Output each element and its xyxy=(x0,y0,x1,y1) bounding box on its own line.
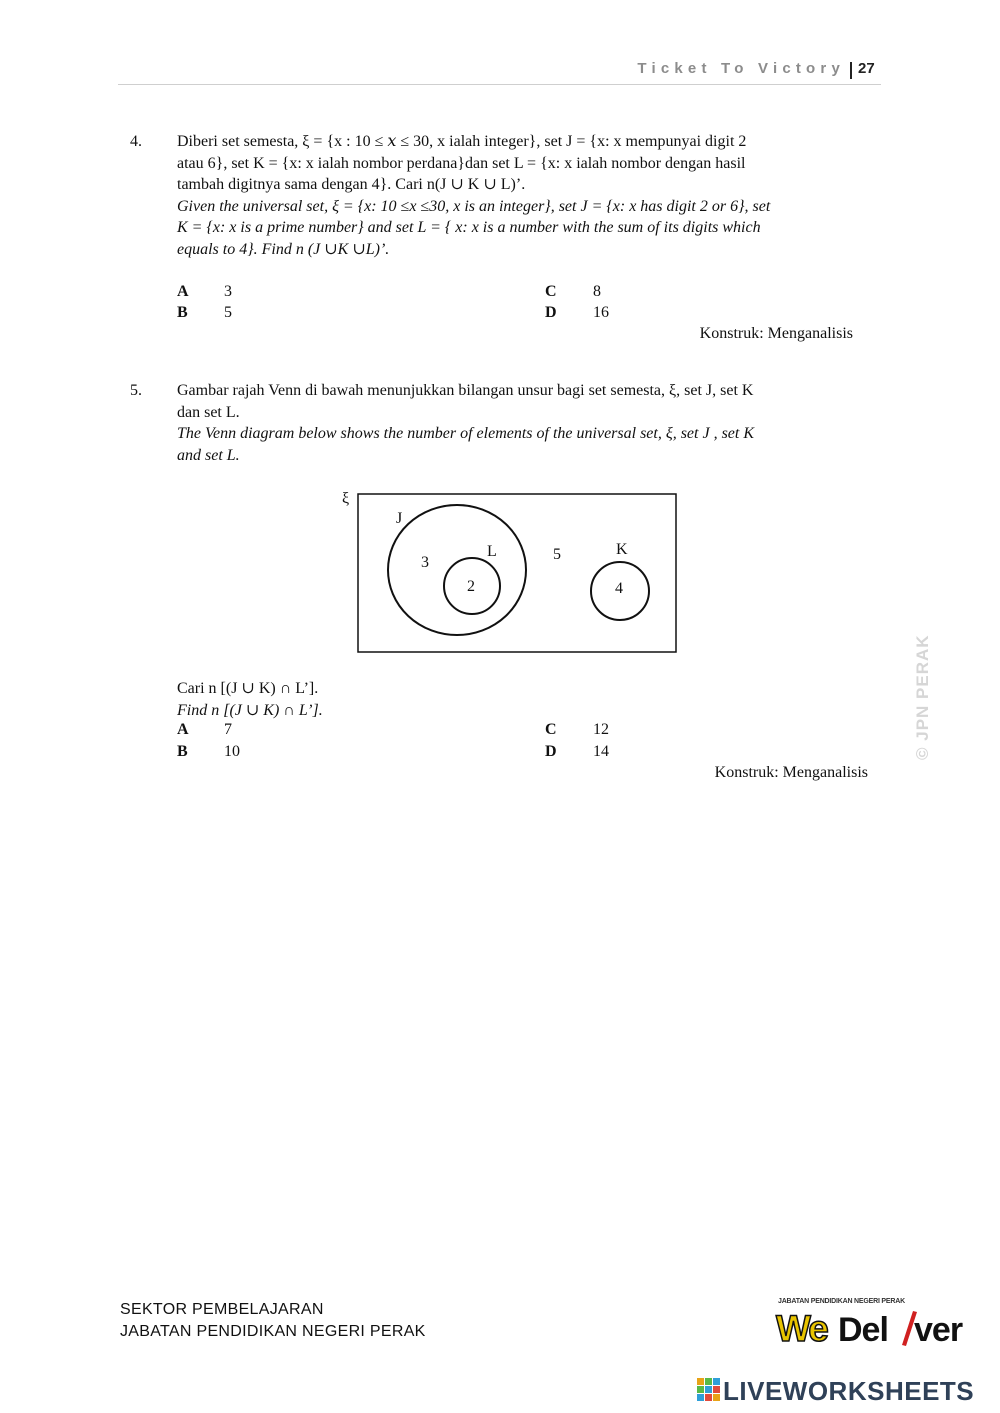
page-number: 27 xyxy=(858,60,875,77)
region-k-value: 4 xyxy=(615,580,623,597)
q5-option-c-value: 12 xyxy=(593,721,609,738)
venn-diagram xyxy=(335,482,680,657)
q4-english-line2: K = {x: x is a prime number} and set L = { x: x is a number with the sum of its digits which xyxy=(177,219,761,236)
q5-malay-line1: Gambar rajah Venn di bawah menunjukkan bilangan unsur bagi set semesta, ξ, set J, set K xyxy=(177,382,754,399)
universal-set-rectangle xyxy=(358,494,676,652)
q5-number: 5. xyxy=(130,382,142,399)
header-title: Ticket To Victory xyxy=(637,60,845,77)
set-j-label: J xyxy=(396,510,403,527)
region-j-only-value: 3 xyxy=(421,554,429,571)
q4-option-b-letter: B xyxy=(177,304,188,321)
q4-option-a-value: 3 xyxy=(224,283,232,300)
watermark: © JPN PERAK xyxy=(913,634,932,760)
universal-set-symbol: ξ xyxy=(342,490,350,507)
q5-english-line1: The Venn diagram below shows the number of elements of the universal set, ξ, set J , set K xyxy=(177,425,755,442)
logo-caption: JABATAN PENDIDIKAN NEGERI PERAK xyxy=(778,1298,905,1305)
q4-option-a-letter: A xyxy=(177,283,189,300)
header-rule xyxy=(118,84,881,85)
we-deliver-logo xyxy=(776,1305,963,1349)
svg-text:We: We xyxy=(776,1308,827,1349)
region-outside-value: 5 xyxy=(553,546,561,563)
q4-malay-line1: Diberi set semesta, ξ = {x : 10 ≤ 𝑥 ≤ 30, x ialah integer}, set J = {x: x mempunyai digit 2 xyxy=(177,133,747,150)
liveworksheets-icon xyxy=(697,1378,721,1402)
svg-text:ver: ver xyxy=(914,1311,963,1349)
footer-text xyxy=(120,1299,426,1343)
svg-text:Del: Del xyxy=(838,1311,888,1349)
liveworksheets-wordmark[interactable]: LIVEWORKSHEETS xyxy=(723,1376,975,1406)
q5-option-b-letter: B xyxy=(177,743,188,760)
q4-text xyxy=(177,131,867,260)
q4-option-c-letter: C xyxy=(545,283,557,300)
q4-english-line1: Given the universal set, ξ = {x: 10 ≤x ≤30, x is an integer}, set J = {x: x has digit 2 or 6}, set xyxy=(177,197,771,215)
q5-option-d-letter: D xyxy=(545,743,557,760)
q4-option-d-letter: D xyxy=(545,304,557,321)
q4-malay-line3: tambah digitnya sama dengan 4}. Cari n(J ∪ K ∪ L)’. xyxy=(177,176,526,193)
q4-english-line3: equals to 4}. Find n (J ∪K ∪L)’. xyxy=(177,240,390,258)
q5-option-a-value: 7 xyxy=(224,721,232,738)
set-k-label: K xyxy=(616,541,628,558)
footer-line2: JABATAN PENDIDIKAN NEGERI PERAK xyxy=(120,1323,426,1340)
q5-text xyxy=(177,380,867,466)
q5-question-malay: Cari n [(J ∪ K) ∩ L’]. xyxy=(177,680,319,697)
q5-construct: Konstruk: Menganalisis xyxy=(714,764,868,781)
set-l-label: L xyxy=(487,543,497,560)
region-l-value: 2 xyxy=(467,578,475,595)
q4-construct: Konstruk: Menganalisis xyxy=(699,325,853,342)
q5-english-line2: and set L. xyxy=(177,446,240,464)
q5-option-c-letter: C xyxy=(545,721,557,738)
header-divider xyxy=(850,62,852,79)
q4-option-b-value: 5 xyxy=(224,304,232,321)
q5-option-a-letter: A xyxy=(177,721,189,738)
q5-question xyxy=(177,678,867,721)
set-j-circle xyxy=(388,505,526,635)
q4-malay-line2: atau 6}, set K = {x: x ialah nombor perdana}dan set L = {x: x ialah nombor dengan hasil xyxy=(177,154,746,172)
q5-malay-line2: dan set L. xyxy=(177,403,240,421)
q5-option-d-value: 14 xyxy=(593,743,609,760)
q5-question-english: Find n [(J ∪ K) ∩ L’]. xyxy=(177,701,323,719)
q5-option-b-value: 10 xyxy=(224,743,240,760)
q4-option-c-value: 8 xyxy=(593,283,601,300)
footer-line1: SEKTOR PEMBELAJARAN xyxy=(120,1301,324,1318)
q4-number: 4. xyxy=(130,133,142,150)
q4-option-d-value: 16 xyxy=(593,304,609,321)
